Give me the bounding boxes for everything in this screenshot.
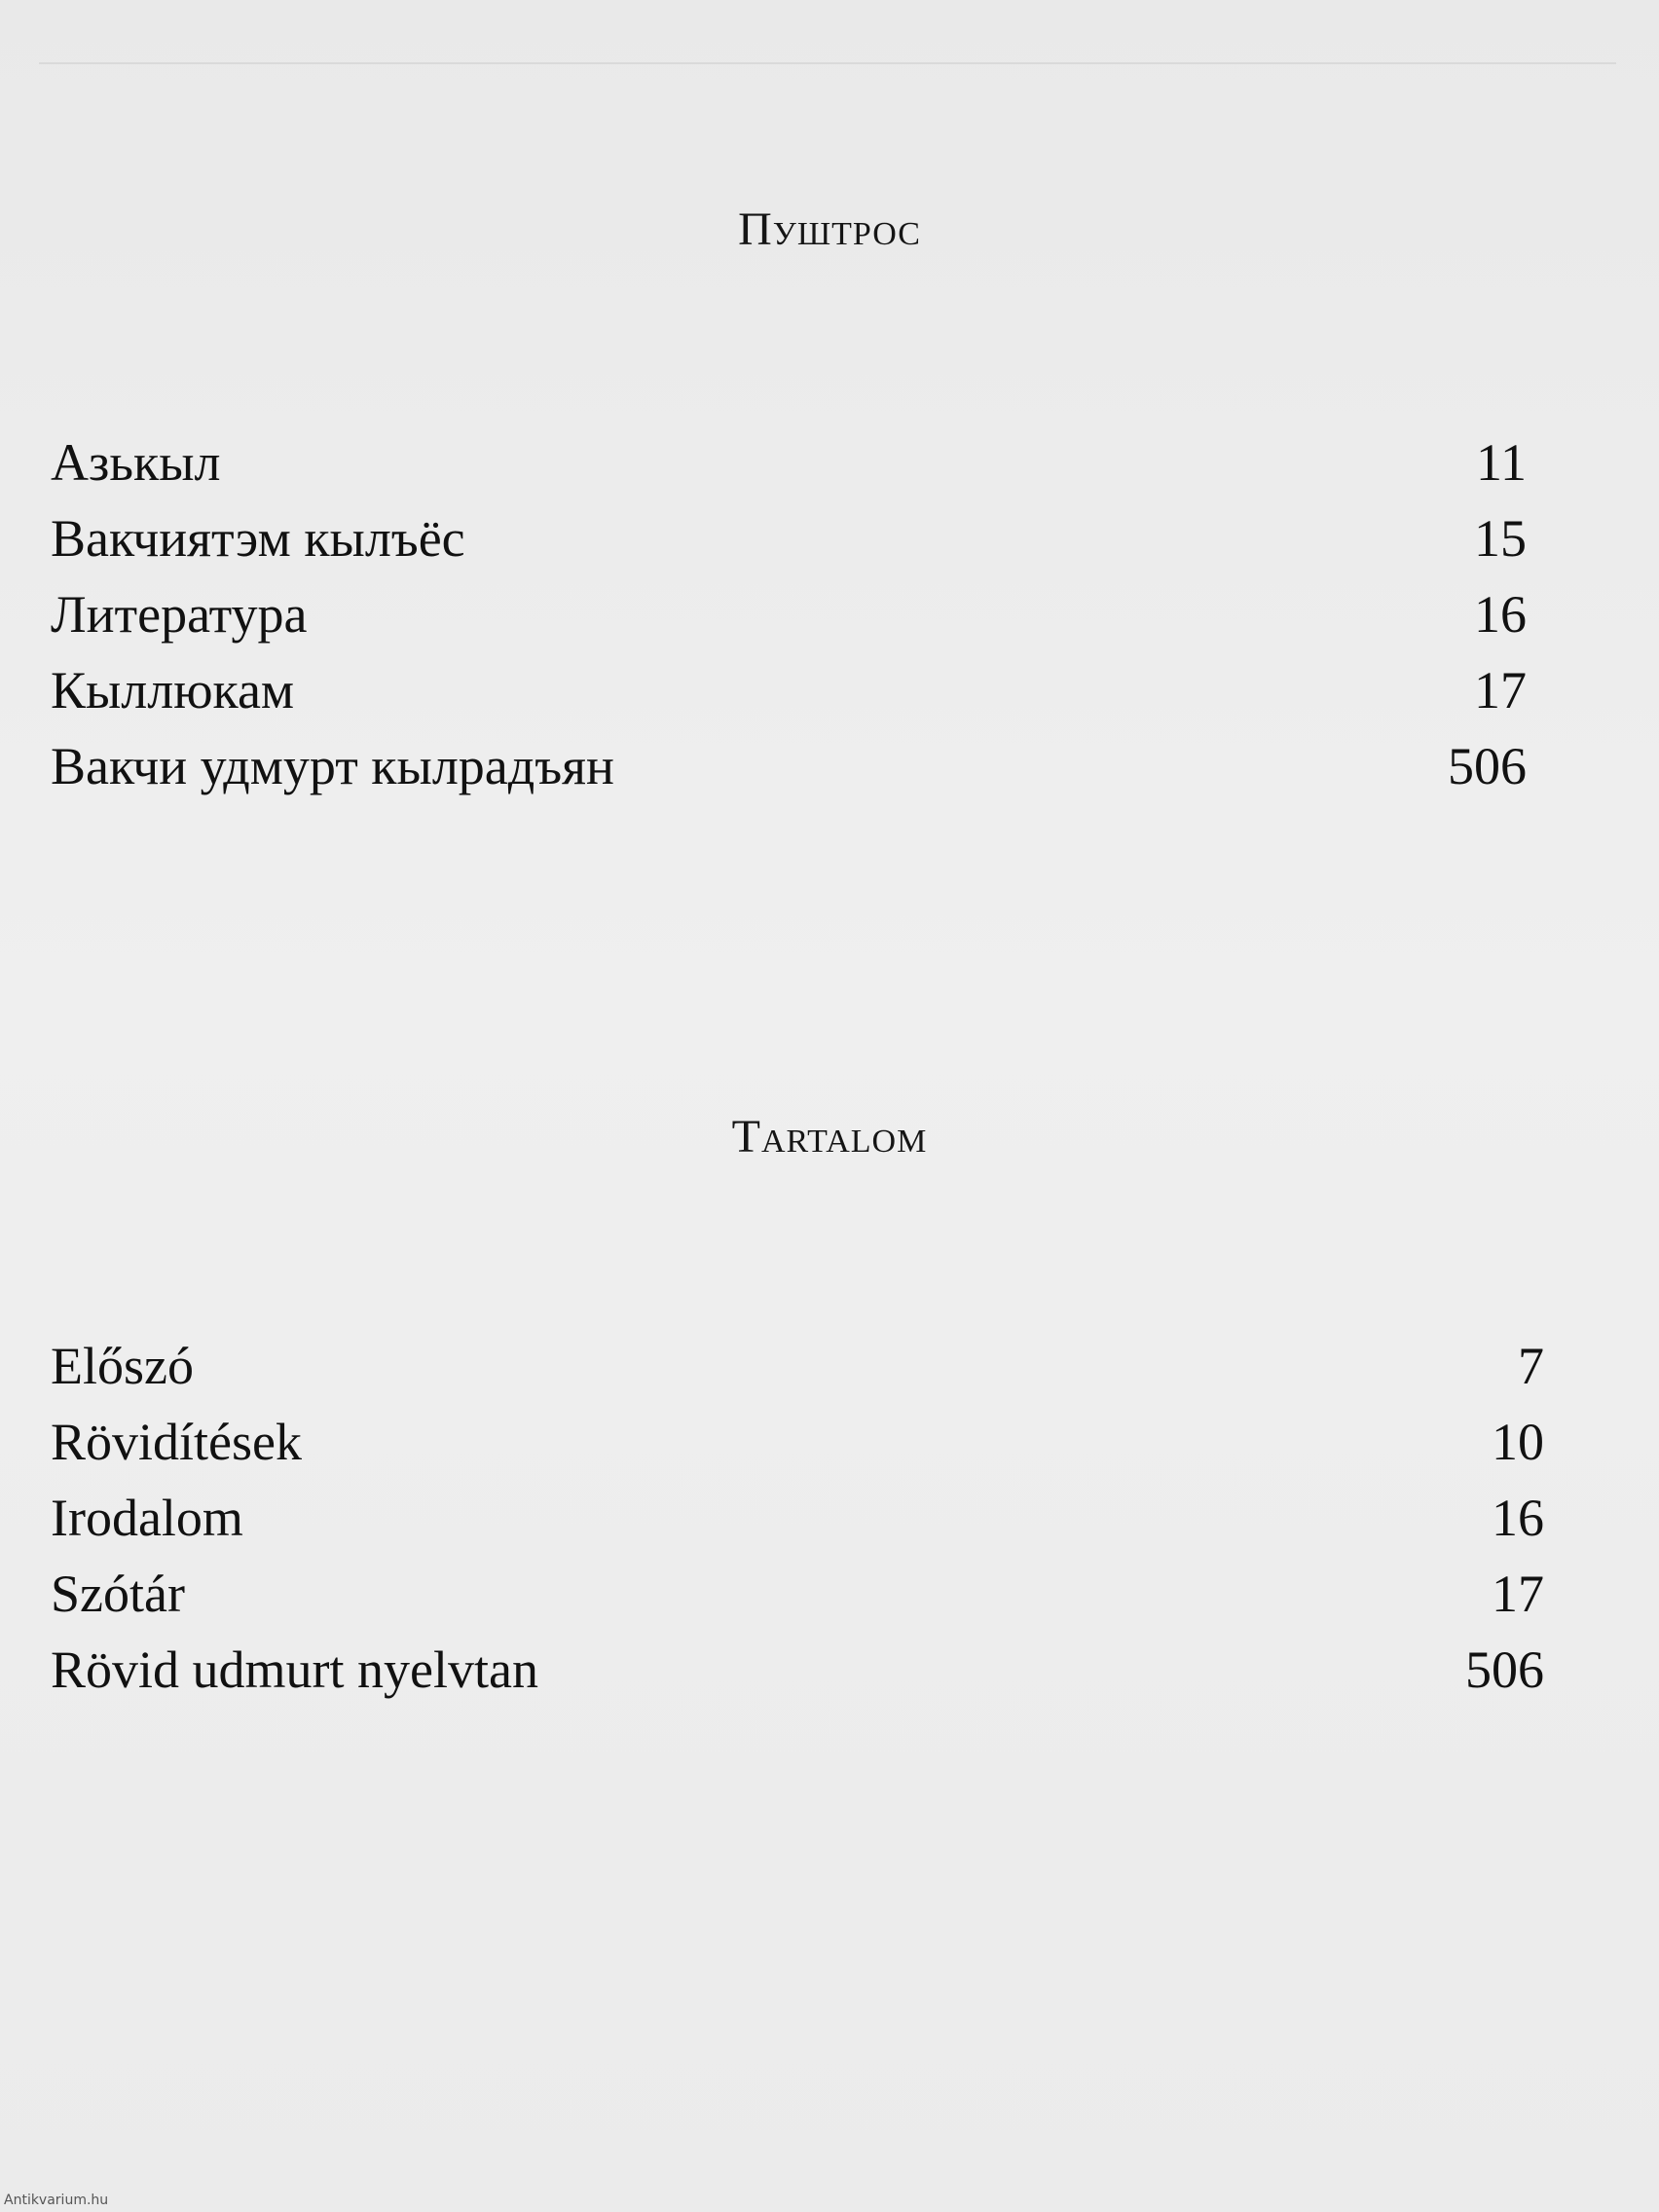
toc-entry-page: 506	[1465, 1641, 1544, 1699]
toc-entry-title: Irodalom	[51, 1489, 243, 1547]
toc-entry-page: 17	[1492, 1565, 1544, 1623]
toc-entry-title: Кыллюкам	[51, 661, 295, 719]
udmurt-toc-heading: Пуштрос	[738, 203, 921, 255]
toc-entry	[51, 1328, 1659, 1404]
toc-entry	[51, 424, 1659, 500]
toc-entry-page: 16	[1474, 585, 1527, 644]
toc-entry-title: Előszó	[51, 1337, 194, 1395]
bleed-through-rule	[39, 62, 1616, 64]
udmurt-toc-list	[51, 424, 1659, 804]
toc-entry	[51, 1632, 1659, 1708]
toc-entry-page: 7	[1518, 1337, 1544, 1395]
bleed-through-texture	[58, 798, 1577, 1090]
toc-entry-title: Литература	[51, 585, 308, 644]
toc-entry-page: 10	[1492, 1413, 1544, 1471]
toc-entry-title: Rövid udmurt nyelvtan	[51, 1641, 538, 1699]
site-watermark: Antikvarium.hu	[4, 2193, 109, 2208]
toc-entry	[51, 576, 1659, 652]
toc-entry	[51, 1404, 1659, 1480]
toc-entry-title: Азькыл	[51, 433, 221, 492]
toc-entry	[51, 1556, 1659, 1632]
toc-entry-title: Szótár	[51, 1565, 185, 1623]
toc-entry-page: 17	[1474, 661, 1527, 719]
toc-entry	[51, 652, 1659, 728]
toc-entry-page: 506	[1448, 737, 1527, 795]
hungarian-toc-list	[51, 1328, 1659, 1708]
bleed-through-texture	[58, 1733, 1577, 2181]
toc-entry	[51, 500, 1659, 576]
hungarian-toc-heading: Tartalom	[731, 1111, 928, 1162]
toc-entry-page: 11	[1476, 433, 1527, 492]
toc-entry-page: 15	[1474, 509, 1527, 568]
toc-entry	[51, 728, 1659, 804]
toc-entry	[51, 1480, 1659, 1556]
toc-entry-title: Вакчиятэм кылъёс	[51, 509, 465, 568]
toc-entry-title: Вакчи удмурт кылрадъян	[51, 737, 614, 795]
toc-entry-title: Rövidítések	[51, 1413, 302, 1471]
toc-entry-page: 16	[1492, 1489, 1544, 1547]
